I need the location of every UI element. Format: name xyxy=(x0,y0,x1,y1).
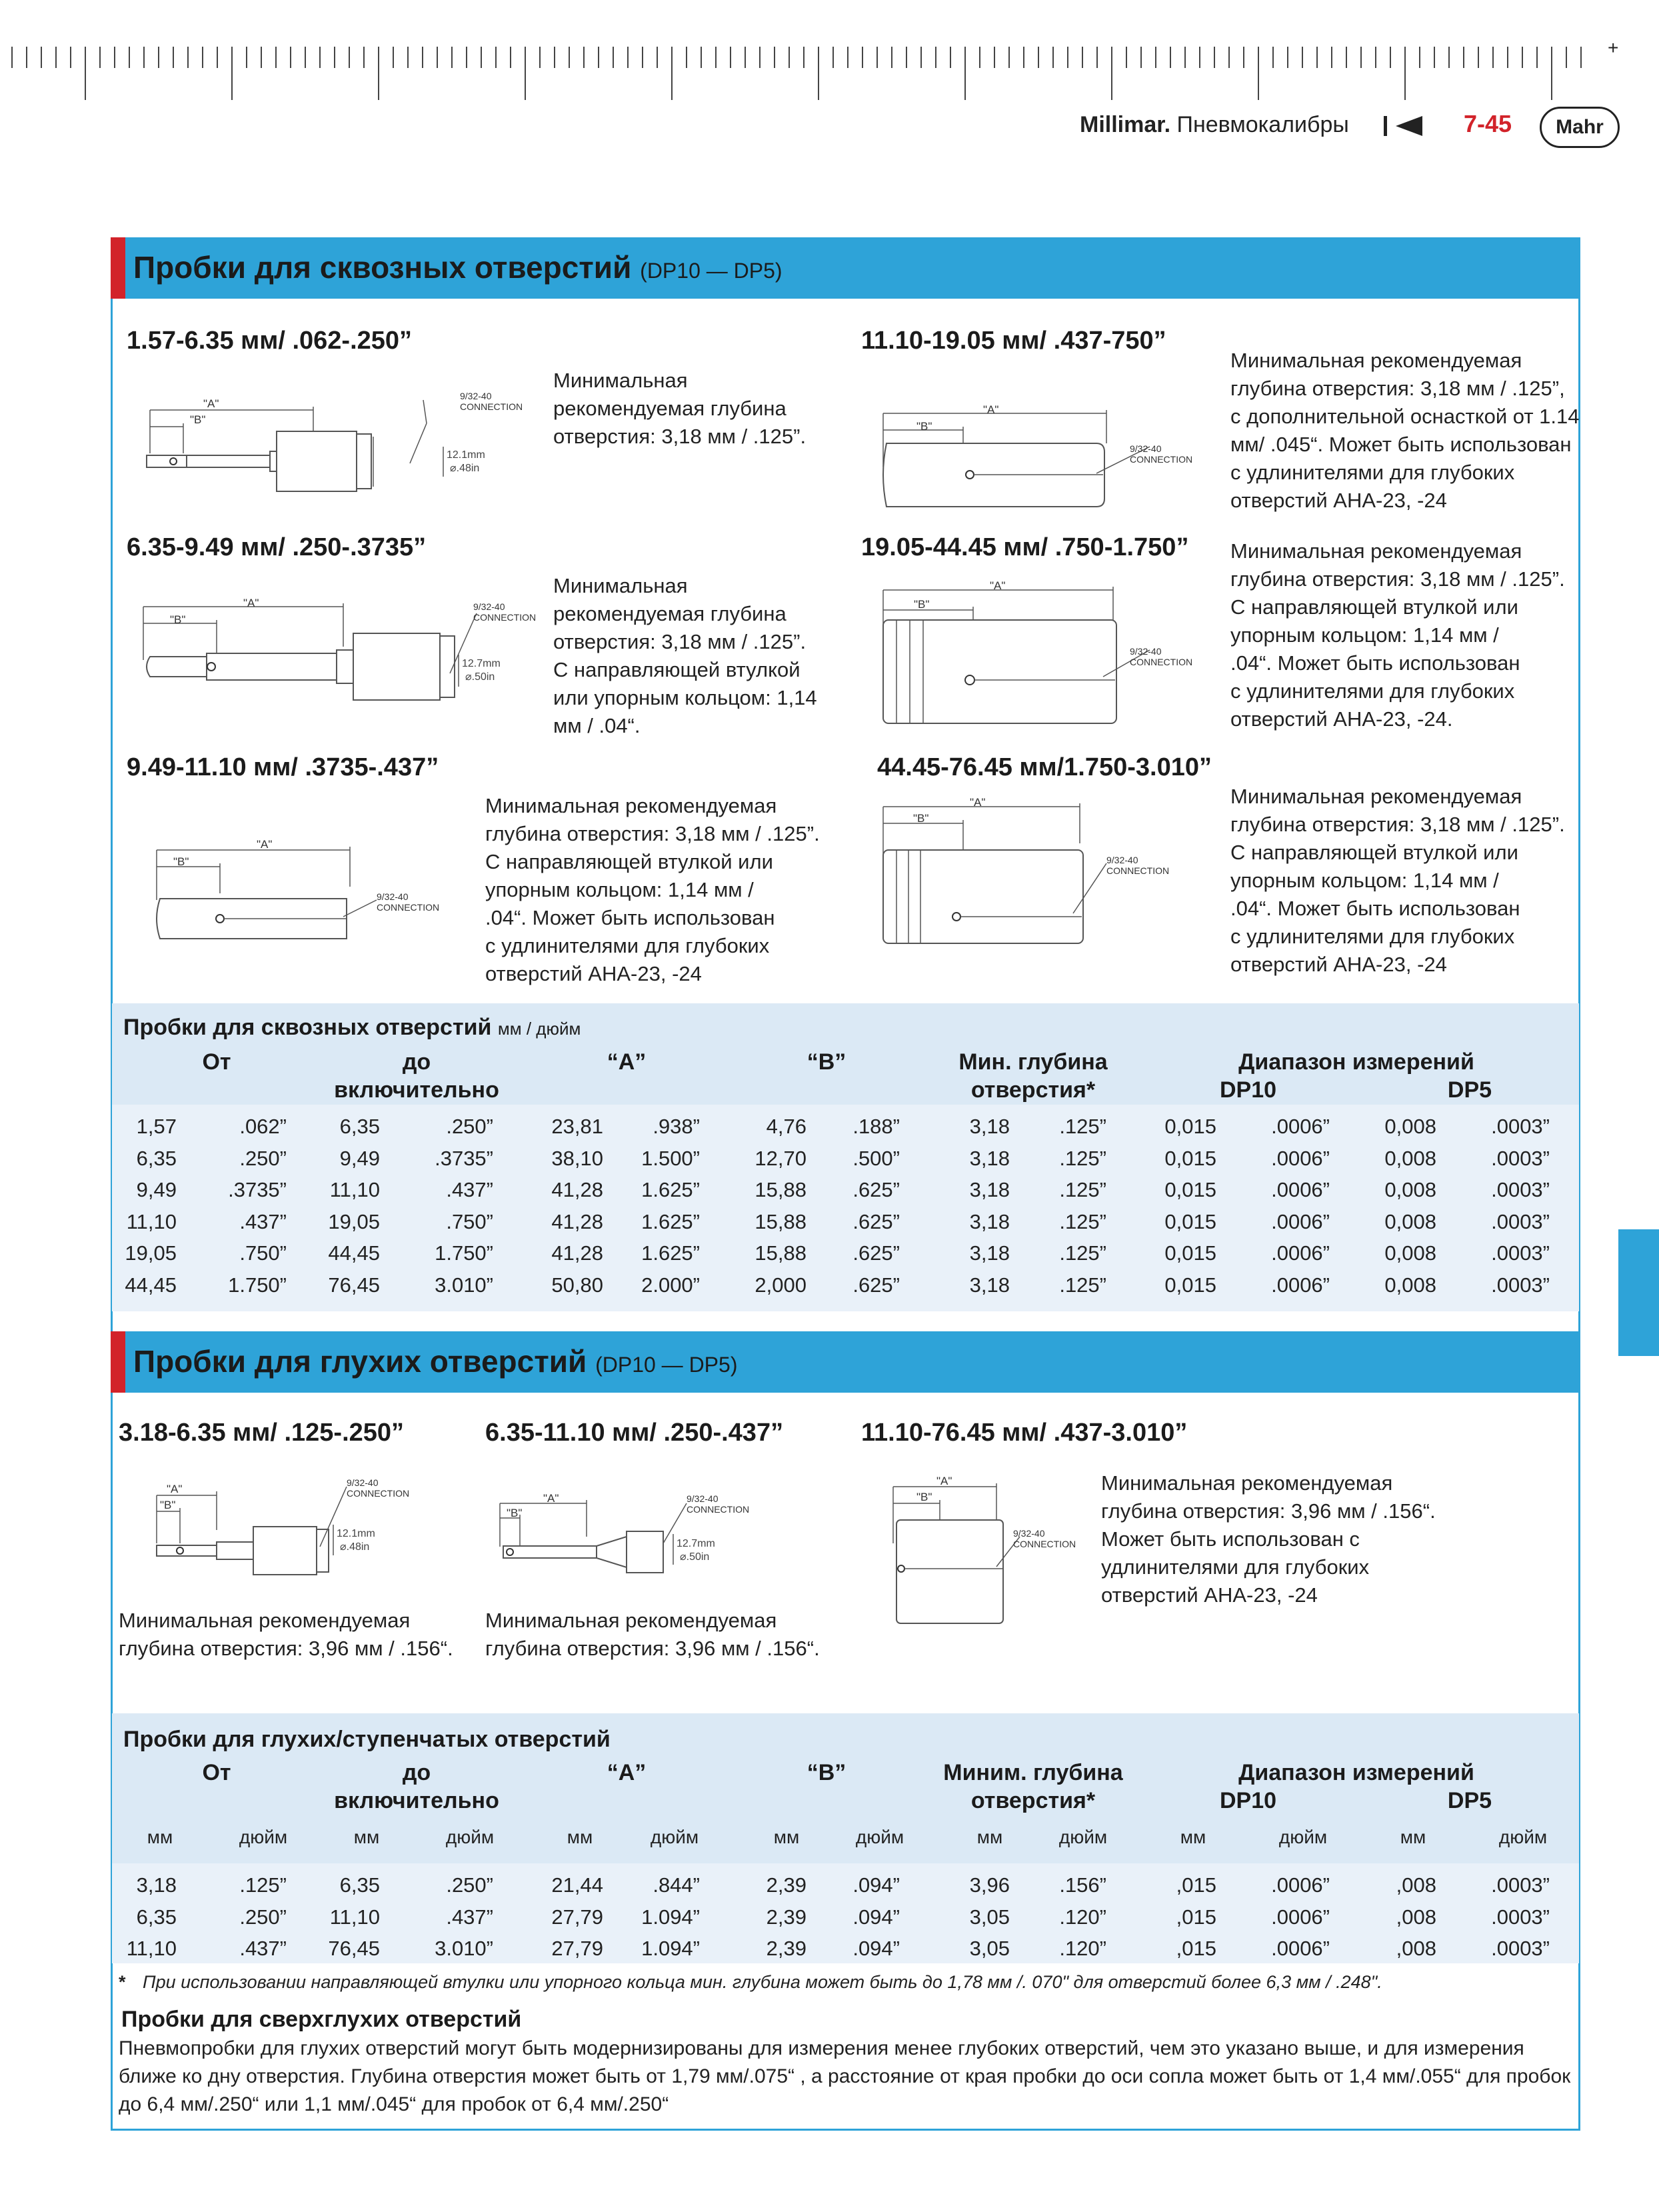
item-description: Минимальная рекомендуемая глубина отверстия: 3,18 мм / .125”. xyxy=(553,369,807,448)
table-cell: .250” xyxy=(239,1905,287,1929)
table-cell: 27,79 xyxy=(551,1937,603,1960)
col-dp5: DP5 xyxy=(1447,1077,1492,1103)
table-cell: 1.750” xyxy=(228,1273,287,1297)
table-cell: 0,015 xyxy=(1164,1146,1216,1170)
svg-text:9/32-40: 9/32-40 xyxy=(377,891,409,902)
svg-text:⌀.50in: ⌀.50in xyxy=(465,671,495,683)
table-cell: .437” xyxy=(446,1178,493,1201)
probe-drawing-1 xyxy=(143,390,530,497)
table-cell: 2,39 xyxy=(766,1873,807,1897)
table-cell: .0003” xyxy=(1491,1178,1550,1201)
table-cell: 1,57 xyxy=(136,1115,177,1138)
table-cell: 0,015 xyxy=(1164,1178,1216,1201)
table-cell: .062” xyxy=(239,1115,287,1138)
table-cell: 21,44 xyxy=(551,1873,603,1897)
svg-text:CONNECTION: CONNECTION xyxy=(1106,865,1170,876)
unit-label: дюйм xyxy=(1498,1827,1548,1847)
svg-text:⌀.48in: ⌀.48in xyxy=(450,463,480,474)
svg-text:"B": "B" xyxy=(916,1491,932,1503)
col-range: Диапазон измерений xyxy=(1238,1760,1474,1785)
table-cell: 2,39 xyxy=(766,1905,807,1929)
svg-text:12.7mm: 12.7mm xyxy=(462,658,501,669)
table-cell: 19,05 xyxy=(125,1241,177,1265)
item-description: Минимальная рекомендуемая глубина отверстия: 3,18 мм / .125”, с дополнительной оснасткой от 1.14 мм/ .045“. Может быть использован с удлинителями для глубоких отверстий АНА-23, -24 xyxy=(1230,349,1580,512)
unit-label: мм xyxy=(353,1827,380,1847)
svg-text:"B": "B" xyxy=(160,1499,176,1511)
table-cell: .094” xyxy=(852,1905,900,1929)
blind-probe-drawing-1 xyxy=(133,1477,440,1577)
table-cell: .0003” xyxy=(1491,1873,1550,1897)
svg-text:CONNECTION: CONNECTION xyxy=(1130,657,1193,667)
table-cell: 11,10 xyxy=(329,1905,380,1929)
table-cell: 4,76 xyxy=(766,1115,807,1138)
table-cell: 9,49 xyxy=(339,1146,380,1170)
probe-drawing-3 xyxy=(137,593,537,720)
table-cell: .3735” xyxy=(228,1178,287,1201)
table-cell: .0006” xyxy=(1271,1241,1330,1265)
table-cell: 1.094” xyxy=(641,1905,700,1929)
table-cell: 38,10 xyxy=(551,1146,603,1170)
svg-text:9/32-40: 9/32-40 xyxy=(1130,443,1162,454)
size-heading: 11.10-19.05 мм/ .437-750” xyxy=(861,327,1166,355)
svg-text:"B": "B" xyxy=(914,598,930,611)
table-cell: 9,49 xyxy=(136,1178,177,1201)
section-accent xyxy=(111,237,125,299)
table-cell: 27,79 xyxy=(551,1905,603,1929)
table-cell: .0003” xyxy=(1491,1209,1550,1233)
table-cell: .250” xyxy=(446,1873,493,1897)
table-cell: 44,45 xyxy=(125,1273,177,1297)
table-cell: .0006” xyxy=(1271,1146,1330,1170)
col-min-depth: Мин. глубина отверстия* xyxy=(958,1049,1108,1103)
svg-text:CONNECTION: CONNECTION xyxy=(1130,454,1193,465)
footnote-marker: * xyxy=(119,1972,126,1992)
unit-label: дюйм xyxy=(650,1827,699,1847)
table-cell: .0006” xyxy=(1271,1937,1330,1960)
unit-label: мм xyxy=(773,1827,800,1847)
table-cell: .0003” xyxy=(1491,1241,1550,1265)
footnote-text: При использовании направляющей втулки или упорного кольца мин. глубина может быть до 1,78 мм /. 070" для отверстий более 6,3 мм / .248". xyxy=(143,1972,1382,1992)
table-cell: .0006” xyxy=(1271,1873,1330,1897)
table-cell: 50,80 xyxy=(551,1273,603,1297)
svg-text:"B": "B" xyxy=(507,1507,523,1519)
svg-text:"A": "A" xyxy=(257,838,273,851)
table-cell: .844” xyxy=(653,1873,700,1897)
crop-ruler xyxy=(0,40,1659,103)
table-cell: 15,88 xyxy=(755,1209,807,1233)
section-header-through-holes xyxy=(111,237,1580,299)
col-dp10: DP10 xyxy=(1219,1077,1277,1103)
section-name: Пневмокалибры xyxy=(1176,112,1349,137)
table-cell: .0006” xyxy=(1271,1115,1330,1138)
svg-text:9/32-40: 9/32-40 xyxy=(347,1477,379,1488)
table-cell: .125” xyxy=(1059,1178,1106,1201)
col-b: “B” xyxy=(807,1760,846,1785)
registration-mark: + xyxy=(1608,37,1619,58)
table-cell: .437” xyxy=(239,1937,287,1960)
svg-text:12.7mm: 12.7mm xyxy=(677,1538,715,1549)
svg-text:CONNECTION: CONNECTION xyxy=(473,612,537,623)
table-cell: 15,88 xyxy=(755,1241,807,1265)
table-cell: 6,35 xyxy=(339,1115,380,1138)
table-cell: 11,10 xyxy=(329,1178,380,1201)
table-cell: 3,18 xyxy=(136,1873,177,1897)
svg-text:CONNECTION: CONNECTION xyxy=(377,902,440,913)
svg-text:"B": "B" xyxy=(173,855,189,868)
unit-label: мм xyxy=(1400,1827,1426,1847)
table-cell: 0,008 xyxy=(1384,1241,1436,1265)
table-cell: 2.000” xyxy=(641,1273,700,1297)
svg-text:9/32-40: 9/32-40 xyxy=(1106,855,1138,865)
table-cell: .125” xyxy=(1059,1273,1106,1297)
table-cell: ,015 xyxy=(1176,1905,1216,1929)
table-cell: .437” xyxy=(446,1905,493,1929)
dim-a-label: "A" xyxy=(203,397,219,410)
svg-text:⌀.48in: ⌀.48in xyxy=(340,1541,370,1553)
table-cell: .125” xyxy=(239,1873,287,1897)
brand-name: Millimar. xyxy=(1080,112,1171,137)
table-cell: 41,28 xyxy=(551,1178,603,1201)
table-cell: 0,008 xyxy=(1384,1273,1436,1297)
table-cell: ,008 xyxy=(1396,1937,1436,1960)
svg-text:9/32-40: 9/32-40 xyxy=(1130,646,1162,657)
table-cell: 1.625” xyxy=(641,1178,700,1201)
table-cell: 3,18 xyxy=(969,1178,1010,1201)
running-header xyxy=(1080,112,1349,138)
unit-label: дюйм xyxy=(445,1827,495,1847)
svg-text:"A": "A" xyxy=(543,1492,559,1505)
size-heading: 44.45-76.45 мм/1.750-3.010” xyxy=(877,753,1212,781)
table-cell: 1.094” xyxy=(641,1937,700,1960)
table-cell: 41,28 xyxy=(551,1209,603,1233)
svg-text:"B": "B" xyxy=(170,613,186,626)
table-cell: .094” xyxy=(852,1873,900,1897)
section-header-blind-holes xyxy=(111,1331,1580,1393)
section-title: Пробки для глухих отверстий (DP10 — DP5) xyxy=(133,1344,738,1379)
col-range: Диапазон измерений xyxy=(1238,1049,1474,1075)
size-heading: 9.49-11.10 мм/ .3735-.437” xyxy=(127,753,439,781)
probe-drawing-2 xyxy=(876,400,1223,513)
col-to: до включительно xyxy=(334,1760,499,1813)
probe-drawing-6 xyxy=(876,797,1250,957)
table-cell: .750” xyxy=(446,1209,493,1233)
table-cell: 0,015 xyxy=(1164,1241,1216,1265)
table-cell: 11,10 xyxy=(126,1937,177,1960)
svg-text:9/32-40: 9/32-40 xyxy=(1013,1528,1045,1539)
table-cell: .125” xyxy=(1059,1146,1106,1170)
table-cell: .250” xyxy=(239,1146,287,1170)
table-cell: .625” xyxy=(852,1178,900,1201)
table-cell: .0006” xyxy=(1271,1209,1330,1233)
table-cell: 2,000 xyxy=(755,1273,807,1297)
table-cell: 1.750” xyxy=(435,1241,493,1265)
svg-text:CONNECTION: CONNECTION xyxy=(347,1488,410,1499)
table-cell: 0,008 xyxy=(1384,1146,1436,1170)
table-cell: .750” xyxy=(239,1241,287,1265)
table-cell: 1.625” xyxy=(641,1209,700,1233)
table-cell: .125” xyxy=(1059,1241,1106,1265)
blind-probe-drawing-3 xyxy=(886,1470,1106,1630)
table-cell: 11,10 xyxy=(126,1209,177,1233)
table-cell: 3,05 xyxy=(969,1905,1010,1929)
table-cell: .437” xyxy=(239,1209,287,1233)
col-from: От xyxy=(202,1049,231,1075)
table-cell: ,008 xyxy=(1396,1905,1436,1929)
size-heading: 3.18-6.35 мм/ .125-.250” xyxy=(119,1419,405,1447)
table-cell: .0006” xyxy=(1271,1905,1330,1929)
item-description: Минимальная рекомендуемая глубина отверстия: 3,96 мм / .156“. xyxy=(485,1609,820,1660)
table-cell: 1.500” xyxy=(641,1146,700,1170)
extra-title: Пробки для сверхглухих отверстий xyxy=(121,2007,522,2032)
item-description: Минимальная рекомендуемая глубина отверстия: 3,96 мм / .156“. xyxy=(119,1609,453,1660)
unit-label: мм xyxy=(1180,1827,1206,1847)
svg-text:9/32-40: 9/32-40 xyxy=(473,601,505,612)
svg-text:"A": "A" xyxy=(983,403,999,416)
col-min-depth: Миним. глубина отверстия* xyxy=(943,1760,1123,1813)
blind-probe-drawing-2 xyxy=(487,1490,780,1583)
table1-title: Пробки для сквозных отверстий мм / дюйм xyxy=(123,1015,581,1040)
svg-text:"A": "A" xyxy=(936,1475,952,1487)
table-cell: 6,35 xyxy=(136,1905,177,1929)
svg-text:"A": "A" xyxy=(243,597,259,609)
col-a: “A” xyxy=(607,1049,647,1075)
table-cell: 3,96 xyxy=(969,1873,1010,1897)
size-heading: 6.35-11.10 мм/ .250-.437” xyxy=(485,1419,784,1447)
table-cell: 2,39 xyxy=(766,1937,807,1960)
table-cell: 76,45 xyxy=(328,1273,380,1297)
table-cell: 6,35 xyxy=(136,1146,177,1170)
svg-text:CONNECTION: CONNECTION xyxy=(1013,1539,1076,1549)
unit-label: мм xyxy=(567,1827,593,1847)
table-cell: 0,015 xyxy=(1164,1209,1216,1233)
table-cell: 0,008 xyxy=(1384,1209,1436,1233)
table-cell: 3,18 xyxy=(969,1115,1010,1138)
table-cell: .0006” xyxy=(1271,1178,1330,1201)
svg-text:⌀.50in: ⌀.50in xyxy=(680,1551,710,1563)
table-cell: .120” xyxy=(1059,1905,1106,1929)
table-cell: 0,015 xyxy=(1164,1115,1216,1138)
unit-label: дюйм xyxy=(1278,1827,1328,1847)
size-heading: 6.35-9.49 мм/ .250-.3735” xyxy=(127,533,427,561)
table-cell: 76,45 xyxy=(328,1937,380,1960)
extra-text: Пневмопробки для глухих отверстий могут быть модернизированы для измерения менее глубоких отверстий, чем это указано выше, и для измерения ближе ко дну отверстия. Глубина отверстия может быть от 1,79 мм/.075“ , а расстояние от края пробки до оси сопла может быть от 1,4 мм/.055“ для пробок до 6,4 мм/.250“ или 1,1 мм/.045“ для пробок от 6,4 мм/.250“ xyxy=(119,2037,1571,2115)
table-cell: 1.625” xyxy=(641,1241,700,1265)
table-cell: .0003” xyxy=(1491,1905,1550,1929)
item-description: Минимальная рекомендуемая глубина отверстия: 3,18 мм / .125”. С направляющей втулкой или упорным кольцом: 1,14 мм / .04“. Может быть использован с удлинителями для глубоких отверстий АНА-23, -24. xyxy=(1230,539,1565,731)
svg-text:12.1mm: 12.1mm xyxy=(337,1528,375,1539)
svg-text:"A": "A" xyxy=(970,797,986,809)
table-cell: ,008 xyxy=(1396,1873,1436,1897)
svg-text:"A": "A" xyxy=(990,580,1006,592)
back-arrow-icon xyxy=(1384,115,1424,137)
table-cell: 3.010” xyxy=(435,1937,493,1960)
col-dp5: DP5 xyxy=(1447,1788,1492,1813)
table-cell: .0006” xyxy=(1271,1273,1330,1297)
table-cell: 23,81 xyxy=(551,1115,603,1138)
unit-label: мм xyxy=(976,1827,1003,1847)
col-from: От xyxy=(202,1760,231,1785)
unit-label: дюйм xyxy=(855,1827,904,1847)
table-cell: 0,008 xyxy=(1384,1115,1436,1138)
table-cell: .0003” xyxy=(1491,1115,1550,1138)
table-cell: .0003” xyxy=(1491,1273,1550,1297)
table-cell: 0,015 xyxy=(1164,1273,1216,1297)
item-description: Минимальная рекомендуемая глубина отверстия: 3,18 мм / .125”. С направляющей втулкой или упорным кольцом: 1,14 мм / .04“. Может быть использован с удлинителями для глубоких отверстий АНА-23, -24 xyxy=(1230,785,1565,976)
size-heading: 1.57-6.35 мм/ .062-.250” xyxy=(127,327,413,355)
col-a: “A” xyxy=(607,1760,647,1785)
table-cell: 3,18 xyxy=(969,1273,1010,1297)
table-cell: ,015 xyxy=(1176,1937,1216,1960)
table-cell: 3,18 xyxy=(969,1209,1010,1233)
section-title: Пробки для сквозных отверстий (DP10 — DP5) xyxy=(133,250,783,285)
table-cell: .625” xyxy=(852,1209,900,1233)
item-description: Минимальная рекомендуемая глубина отверстия: 3,18 мм / .125”. С направляющей втулкой или упорным кольцом: 1,14 мм / .04“. Может быть использован с удлинителями для глубоких отверстий АНА-23, -24 xyxy=(485,794,820,985)
page-number: 7-45 xyxy=(1464,110,1512,137)
unit-label: дюйм xyxy=(239,1827,288,1847)
svg-text:9/32-40: 9/32-40 xyxy=(460,391,492,401)
svg-text:9/32-40: 9/32-40 xyxy=(687,1493,719,1504)
table-cell: .156” xyxy=(1059,1873,1106,1897)
table-cell: 15,88 xyxy=(755,1178,807,1201)
table-cell: .938” xyxy=(653,1115,700,1138)
probe-drawing-4 xyxy=(876,580,1223,733)
table-cell: .3735” xyxy=(435,1146,493,1170)
table-cell: .125” xyxy=(1059,1209,1106,1233)
table-cell: .120” xyxy=(1059,1937,1106,1960)
table-cell: .250” xyxy=(446,1115,493,1138)
table-cell: 3,18 xyxy=(969,1146,1010,1170)
dim-b-label: "B" xyxy=(190,413,206,426)
table-cell: .125” xyxy=(1059,1115,1106,1138)
svg-text:"A": "A" xyxy=(167,1483,183,1495)
table-cell: .625” xyxy=(852,1273,900,1297)
svg-text:CONNECTION: CONNECTION xyxy=(460,401,523,412)
table-cell: 44,45 xyxy=(328,1241,380,1265)
probe-drawing-5 xyxy=(150,833,457,953)
col-to: до включительно xyxy=(334,1049,499,1103)
svg-text:12.1mm: 12.1mm xyxy=(447,449,485,461)
item-description: Минимальная рекомендуемая глубина отверстия: 3,96 мм / .156“. Может быть использован с удлинителями для глубоких отверстий АНА-23, -24 xyxy=(1101,1471,1436,1607)
table-cell: ,015 xyxy=(1176,1873,1216,1897)
table-cell: .0003” xyxy=(1491,1937,1550,1960)
table-cell: 12,70 xyxy=(755,1146,807,1170)
table-cell: .094” xyxy=(852,1937,900,1960)
svg-text:"B": "B" xyxy=(916,420,932,433)
table-cell: .188” xyxy=(852,1115,900,1138)
table-cell: 3,05 xyxy=(969,1937,1010,1960)
unit-label: мм xyxy=(147,1827,173,1847)
table-cell: 19,05 xyxy=(328,1209,380,1233)
item-description: Минимальная рекомендуемая глубина отверстия: 3,18 мм / .125”. С направляющей втулкой или упорным кольцом: 1,14 мм / .04“. xyxy=(553,574,817,737)
table-cell: .0003” xyxy=(1491,1146,1550,1170)
svg-text:"B": "B" xyxy=(913,812,929,825)
section-accent xyxy=(111,1331,125,1393)
unit-label: дюйм xyxy=(1058,1827,1108,1847)
table-cell: 3.010” xyxy=(435,1273,493,1297)
table2-title: Пробки для глухих/ступенчатых отверстий xyxy=(123,1727,611,1752)
table-cell: .625” xyxy=(852,1241,900,1265)
table-cell: 41,28 xyxy=(551,1241,603,1265)
svg-text:CONNECTION: CONNECTION xyxy=(687,1504,750,1515)
chapter-tab xyxy=(1618,1229,1659,1356)
size-heading: 11.10-76.45 мм/ .437-3.010” xyxy=(861,1419,1188,1447)
footnote xyxy=(119,1972,1382,1993)
table-cell: .500” xyxy=(852,1146,900,1170)
col-dp10: DP10 xyxy=(1219,1788,1277,1813)
table-cell: 0,008 xyxy=(1384,1178,1436,1201)
table-cell: 3,18 xyxy=(969,1241,1010,1265)
size-heading: 19.05-44.45 мм/ .750-1.750” xyxy=(861,533,1189,561)
col-b: “B” xyxy=(807,1049,846,1075)
table-cell: 6,35 xyxy=(339,1873,380,1897)
mahr-logo: Mahr xyxy=(1540,107,1620,148)
